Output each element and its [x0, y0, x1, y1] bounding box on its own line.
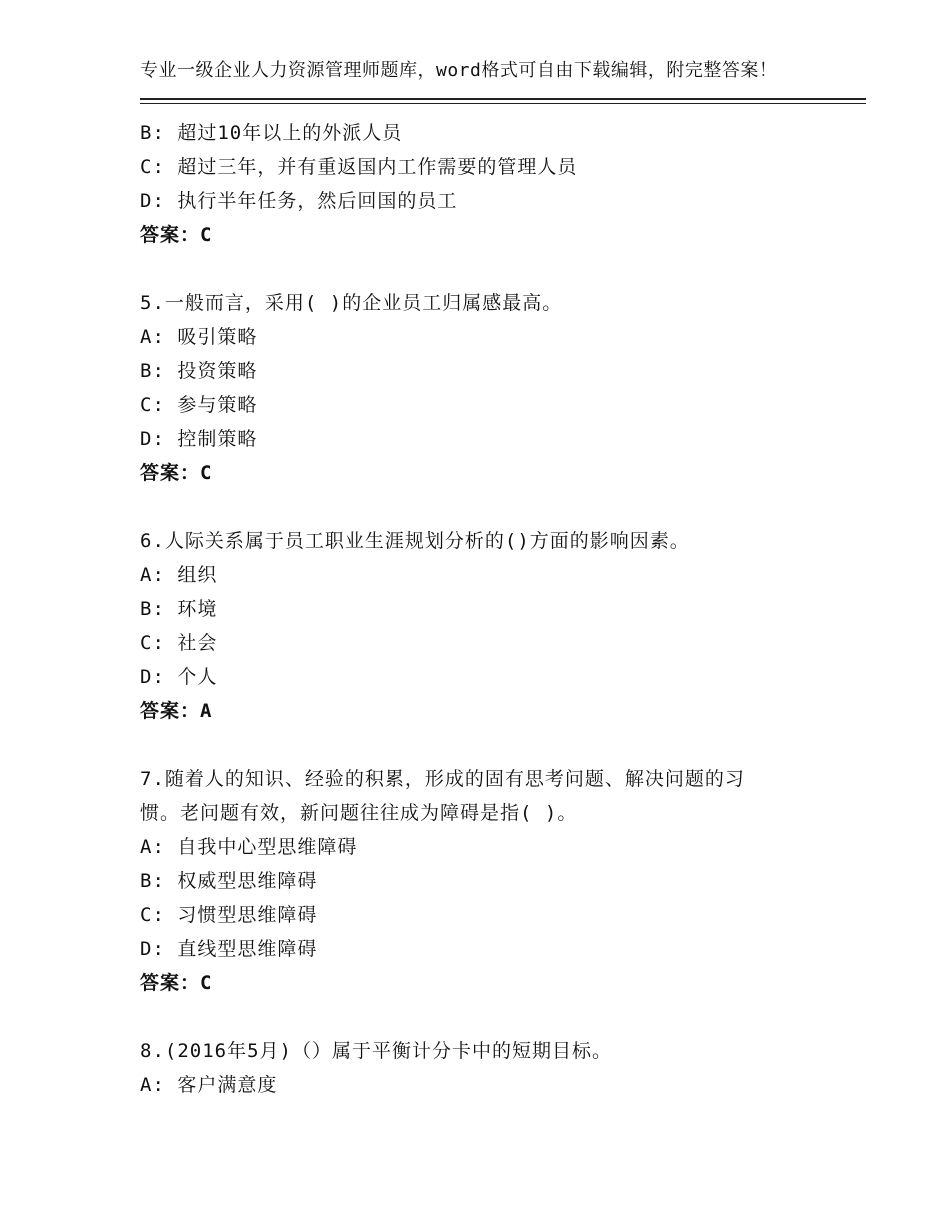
- option-c: C: 参与策略: [140, 394, 258, 416]
- answer: 答案：C: [140, 972, 213, 994]
- option-b: B: 环境: [140, 598, 218, 620]
- question-text: 6.人际关系属于员工职业生涯规划分析的()方面的影响因素。: [140, 530, 690, 552]
- option-a: A: 客户满意度: [140, 1074, 278, 1096]
- page-header: 专业一级企业人力资源管理师题库，word格式可自由下载编辑，附完整答案！: [140, 60, 778, 81]
- header-rule-thick: [140, 98, 866, 100]
- option-a: A: 吸引策略: [140, 326, 258, 348]
- option-b: B: 超过10年以上的外派人员: [140, 122, 403, 144]
- question-text-line-2: 惯。老问题有效，新问题往往成为障碍是指( )。: [140, 802, 578, 824]
- question-4: [140, 116, 820, 252]
- option-d: D: 直线型思维障碍: [140, 938, 318, 960]
- option-c: C: 社会: [140, 632, 218, 654]
- option-c: C: 超过三年，并有重返国内工作需要的管理人员: [140, 156, 578, 178]
- option-a: A: 组织: [140, 564, 218, 586]
- option-c: C: 习惯型思维障碍: [140, 904, 318, 926]
- question-8: [140, 1034, 820, 1102]
- answer: 答案：A: [140, 700, 213, 722]
- option-d: D: 个人: [140, 666, 218, 688]
- question-text-line-1: 7.随着人的知识、经验的积累，形成的固有思考问题、解决问题的习: [140, 768, 745, 790]
- question-text: 5.一般而言，采用( )的企业员工归属感最高。: [140, 292, 563, 314]
- option-a: A: 自我中心型思维障碍: [140, 836, 358, 858]
- option-b: B: 投资策略: [140, 360, 258, 382]
- question-7: [140, 762, 820, 1000]
- question-5: [140, 286, 820, 490]
- question-list: [140, 116, 820, 1102]
- option-d: D: 执行半年任务，然后回国的员工: [140, 190, 458, 212]
- header-rule-thin: [140, 103, 866, 104]
- option-b: B: 权威型思维障碍: [140, 870, 318, 892]
- question-text: 8.(2016年5月)（）属于平衡计分卡中的短期目标。: [140, 1040, 612, 1062]
- option-d: D: 控制策略: [140, 428, 258, 450]
- question-6: [140, 524, 820, 728]
- answer: 答案：C: [140, 462, 213, 484]
- answer: 答案：C: [140, 224, 213, 246]
